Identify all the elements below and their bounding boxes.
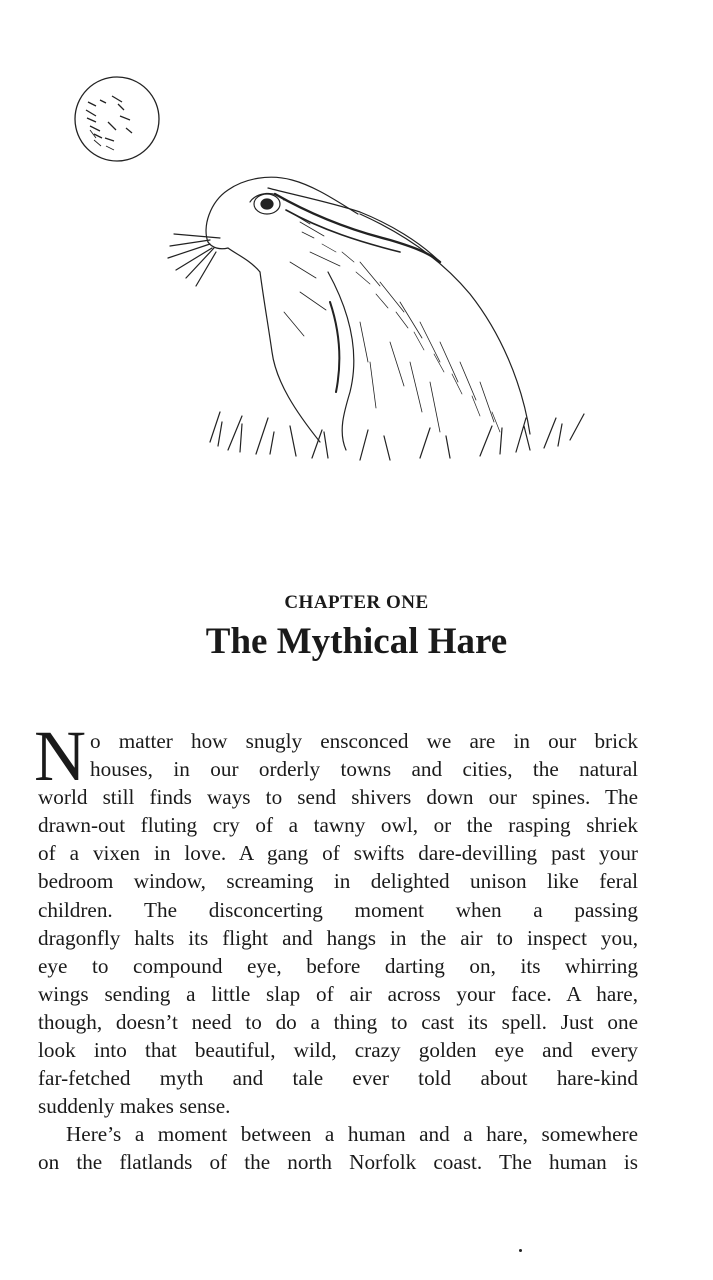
drop-cap: N: [34, 716, 86, 796]
chapter-label: CHAPTER ONE: [284, 592, 429, 613]
paragraph-2: [38, 1120, 638, 1176]
ink-speck: [519, 1249, 522, 1252]
text-line: drawn-out fluting cry of a tawny owl, or the rasping shriek: [38, 813, 638, 838]
text-line: bedroom window, screaming in delighted unison like feral: [38, 869, 638, 894]
text-line: eye to compound eye, before darting on, its whirring: [38, 953, 638, 978]
text-line: far-fetched myth and tale ever told about hare-kind: [38, 1066, 638, 1091]
hare-drawing: [168, 177, 584, 460]
text-line: look into that beautiful, wild, crazy golden eye and every: [38, 1038, 638, 1063]
text-line: houses, in our orderly towns and cities, the natural: [90, 757, 638, 782]
text-line: dragonfly halts its flight and hangs in the air to inspect you,: [38, 925, 638, 950]
text-line: of a vixen in love. A gang of swifts dare-devilling past your: [38, 841, 638, 866]
text-line: suddenly makes sense.: [38, 1094, 231, 1119]
moon-icon: [75, 77, 159, 161]
text-line: world still finds ways to send shivers down our spines. The: [38, 785, 638, 810]
text-line: wings sending a little slap of air across your face. A hare,: [38, 981, 638, 1006]
hare-and-moon-illustration: [60, 62, 620, 502]
text-line: o matter how snugly ensconced we are in our brick: [90, 729, 638, 753]
chapter-title: The Mythical Hare: [205, 621, 508, 662]
text-line: on the flatlands of the north Norfolk coast. The human is: [38, 1150, 638, 1175]
body-text: [34, 716, 638, 1177]
text-line: Here’s a moment between a human and a hare, somewhere: [66, 1122, 638, 1147]
text-line: though, doesn’t need to do a thing to cast its spell. Just one: [38, 1009, 638, 1034]
paragraph-1: [38, 727, 638, 1120]
text-line: children. The disconcerting moment when a passing: [38, 897, 638, 922]
